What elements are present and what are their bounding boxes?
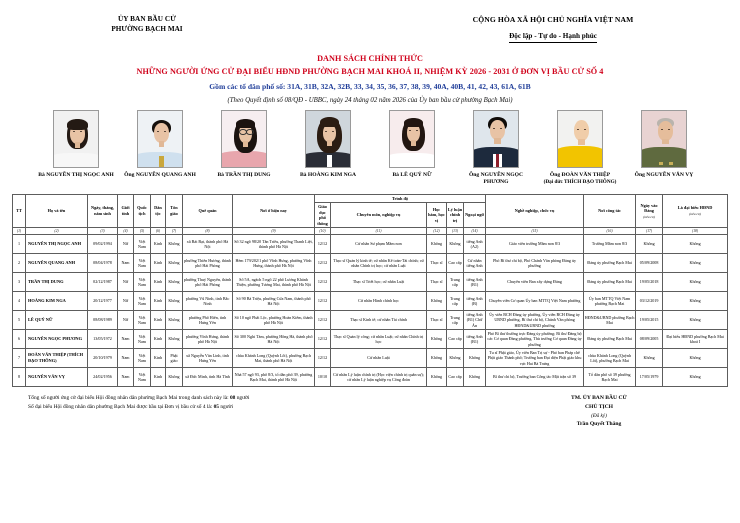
colnum: (1) [13,228,26,235]
cell-ethnicity: Kinh [151,253,166,272]
candidate-photo-2 [122,110,198,180]
cell-academic: Không [427,291,447,310]
column-number-row [13,228,728,235]
title-main-line-2: NHỮNG NGƯỜI ỨNG CỬ ĐẠI BIỂU HĐND PHƯỜNG BẠCH MAI KHOÁ II, NHIỆM KỲ 2026 - 2031 Ở ĐƠN VỊ BẦU CỬ SỐ 4 [136,66,604,76]
cell-dob: 20/12/1977 [88,291,118,310]
th-foreign-language: Ngoại ngữ [464,203,486,228]
cell-education: 12/12 [315,348,331,367]
cell-academic: Không [427,367,447,386]
cell-tt: 1 [13,234,26,253]
cell-nationality: Việt Nam [134,348,151,367]
cell-language: tiếng Anh (B1) [464,329,486,348]
th-party-date: Ngày vào Đảng (nếu có) [636,194,663,228]
cell-party_date: Không [636,348,663,367]
authority-line-1: ỦY BAN BẦU CỬ [117,15,177,23]
cell-dob: 02/12/1987 [88,272,118,291]
cell-politics: Cao cấp [447,253,464,272]
seats-line: Số đại biểu Hội đồng nhân dân phường Bạch Mai được bầu tại Đơn vị bầu cử số 4 là: 05 người [28,404,233,411]
th-full-name: Họ và tên [26,194,88,228]
cell-party_date: 05/09/2008 [636,253,663,272]
cell-language: tiếng Anh (A2) [464,234,486,253]
document-titles [12,53,728,104]
cell-nationality: Việt Nam [134,291,151,310]
table-row [13,253,728,272]
cell-workplace: Đảng ủy phường Bạch Mai [584,253,636,272]
cell-education: 12/12 [315,310,331,329]
cell-education: 12/12 [315,329,331,348]
cell-name: NGUYỄN THỊ NGỌC ANH [26,234,88,253]
national-motto: Độc lập - Tự do - Hạnh phúc [509,31,597,43]
cell-name: TRẦN THỊ DUNG [26,272,88,291]
cell-language: Không [464,367,486,386]
cell-workplace: Đảng ủy phường Bạch Mai [584,272,636,291]
cell-academic: Không [427,329,447,348]
candidate-photo-6 [458,110,534,187]
issuing-authority [22,14,272,35]
cell-religion: Không [166,253,183,272]
candidate-name: Ông NGUYỄN NGỌC PHƯƠNG [468,171,524,186]
colnum: (16) [584,228,636,235]
cell-dob: 13/05/1972 [88,329,118,348]
cell-residence: Nhà 57 ngõ 93, phố 8/3, tổ dân phố 39, phường Bạch Mai, thành phố Hà Nội [233,367,315,386]
portrait-photo [557,110,603,168]
signature-block [484,394,714,429]
th-workplace: Nơi công tác [584,194,636,228]
table-row [13,291,728,310]
cell-tt: 3 [13,272,26,291]
table-row [13,272,728,291]
cell-occupation: Ủy viên BCH Đảng ủy phường, Ủy viên BCH Đảng ủy UBND phường, Bí thư chi bộ, Chánh Văn phòng HĐND&UBND phường [486,310,584,329]
cell-name: HOÀNG KIM NGA [26,291,88,310]
table-row [13,329,728,348]
cell-education: 12/12 [315,291,331,310]
cell-ethnicity: Kinh [151,310,166,329]
cell-ethnicity: Kinh [151,272,166,291]
candidate-name: Ông NGUYỄN QUANG ANH [124,171,196,178]
cell-gender: Nam [118,329,134,348]
cell-hdnd: Không [663,234,728,253]
th-ethnicity: Dân tộc [151,194,166,228]
cell-ethnicity: Kinh [151,348,166,367]
th-education: Giáo dục phổ thông [315,203,331,228]
cell-hometown: phường Vĩnh Hưng, thành phố Hà Nội [183,329,233,348]
cell-religion: Không [166,310,183,329]
cell-gender: Nam [118,253,134,272]
document-header [12,14,728,43]
cell-occupation: Bí thư chi bộ, Trưởng ban Công tác Mặt trận số 39 [486,367,584,386]
cell-occupation: Phó Bí thư chi bộ, Phó Chánh Văn phòng Đảng ủy phường [486,253,584,272]
cell-language: Không [464,348,486,367]
th-political-theory: Lý luận chính trị [447,203,464,228]
th-hdnd-deputy: Là đại biểu HĐND (nếu có) [663,194,728,228]
candidate-name: Ông ĐOÀN VĂN THIỆP [549,171,611,178]
cell-religion: Phật giáo [166,348,183,367]
cell-name: NGUYỄN NGỌC PHƯƠNG [26,329,88,348]
th-group-qualification: Trình độ [315,194,486,203]
th-academic-title: Học hàm, học vị [427,203,447,228]
total-candidates-count: 08 [229,394,236,401]
colnum: (6) [151,228,166,235]
colnum: (10) [315,228,331,235]
cell-residence: Số 32 ngõ 98/20 Tân Triều, phường Thanh Liệt, thành phố Hà Nội [233,234,315,253]
cell-gender: Nam [118,367,134,386]
candidate-name: Bà TRẦN THỊ DUNG [217,171,271,178]
cell-nationality: Việt Nam [134,310,151,329]
colnum: (17) [636,228,663,235]
cell-politics: Trung cấp [447,291,464,310]
cell-residence: Số 90 Bà Triệu, phường Cửa Nam, thành phố Hà Nội [233,291,315,310]
cell-language: tiếng Anh (B1) Chữ Án [464,310,486,329]
colnum: (7) [166,228,183,235]
portrait-photo [389,110,435,168]
cell-hometown: phường Thiên Hương, thành phố Hải Phòng [183,253,233,272]
portrait-photo [137,110,183,168]
national-heading [388,14,718,43]
summary-counts [28,394,249,413]
cell-party_date: 17/05/1979 [636,367,663,386]
cell-party_date: Không [636,234,663,253]
cell-specialty: Cử nhân Hành chính học [331,291,427,310]
colnum: (8) [183,228,233,235]
candidate-photo-4 [290,110,366,180]
cell-specialty: Thạc sĩ Triết học; cử nhân Luật [331,272,427,291]
cell-politics: Không [447,348,464,367]
colnum: (9) [233,228,315,235]
colnum: (12) [427,228,447,235]
cell-tt: 8 [13,367,26,386]
cell-hometown: phường Vũ Ninh, tỉnh Bắc Ninh [183,291,233,310]
title-main-line-1: DANH SÁCH CHÍNH THỨC [317,54,423,64]
cell-occupation: Chuyên viên Ban xây dựng Đảng [486,272,584,291]
cell-ethnicity: Kinh [151,367,166,386]
cell-occupation: Chuyên viên Cơ quan Ủy ban MTTQ Việt Nam phường [486,291,584,310]
cell-dob: 08/08/1989 [88,310,118,329]
seats-count: 05 [213,404,219,411]
candidate-photo-8 [626,110,702,180]
candidate-photo-5 [374,110,450,180]
colnum: (15) [486,228,584,235]
cell-hometown: xã Nguyễn Văn Linh, tỉnh Hưng Yên [183,348,233,367]
table-row [13,234,728,253]
cell-academic: Không [427,348,447,367]
candidate-table [12,194,728,387]
signature-name: Trần Quyết Thắng [576,421,622,428]
cell-specialty: Cử nhân Luật [331,348,427,367]
cell-education: 12/12 [315,253,331,272]
cell-tt: 7 [13,348,26,367]
cell-gender: Nữ [118,291,134,310]
cell-hdnd: Không [663,291,728,310]
colnum: (11) [331,228,427,235]
th-specialty: Chuyên môn, nghiệp vụ [331,203,427,228]
cell-ethnicity: Kinh [151,291,166,310]
candidate-photo-1 [38,110,114,180]
cell-politics: Cao cấp [447,329,464,348]
cell-dob: 09/02/1994 [88,234,118,253]
candidate-dharma-name: (Đại đức THÍCH ĐẠO THÔNG) [543,179,617,186]
cell-hometown: phường Phố Hiến, tỉnh Hưng Yên [183,310,233,329]
cell-academic: Không [427,234,447,253]
cell-language: tiếng Anh (B1) [464,272,486,291]
cell-residence: Số 5A, ngách 5 ngõ 22 phố Lương Khánh Thiện, phường Tương Mai, thành phố Hà Nội [233,272,315,291]
candidate-table-body [13,234,728,386]
cell-politics: Trung cấp [447,272,464,291]
cell-hdnd: Không [663,310,728,329]
th-gender: Giới tính [118,194,134,228]
cell-academic: Thạc sĩ [427,253,447,272]
cell-politics: Trung cấp [447,310,464,329]
cell-occupation: Phó Bí thư thường trực Đảng ủy phường; Bí thư Đảng bộ các Cơ quan Đảng phường, Thủ trưởng Cơ quan Đảng ủy phường [487,331,582,347]
cell-workplace: HĐND&UBND phường Bạch Mai [584,310,636,329]
cell-dob: 08/04/1978 [88,253,118,272]
candidate-name: Bà NGUYỄN THỊ NGỌC ANH [38,171,114,178]
cell-party_date: 19/05/2018 [636,272,663,291]
cell-education: 12/12 [315,234,331,253]
cell-gender: Nữ [118,234,134,253]
cell-name: NGUYỄN QUANG ANH [26,253,88,272]
document-footer [12,394,728,429]
portrait-photo [305,110,351,168]
cell-nationality: Việt Nam [134,329,151,348]
cell-hdnd: Không [663,367,728,386]
cell-dob: 24/02/1956 [88,367,118,386]
cell-language: tiếng Anh (B) [464,291,486,310]
cell-religion: Không [166,234,183,253]
cell-ethnicity: Kinh [151,329,166,348]
cell-education: 10/10 [315,367,331,386]
th-nationality: Quốc tịch [134,194,151,228]
cell-nationality: Việt Nam [134,253,151,272]
cell-politics: Không [447,234,464,253]
cell-nationality: Việt Nam [134,272,151,291]
cell-nationality: Việt Nam [134,234,151,253]
th-occupation: Nghề nghiệp, chức vụ [486,194,584,228]
total-candidates-line: Tổng số người ứng cử đại biểu Hội đồng nhân dân phường Bạch Mai trong danh sách này là: 08 người [28,394,250,401]
cell-gender: Nam [118,348,134,367]
cell-gender: Nữ [118,310,134,329]
cell-specialty: Cử nhân Sư phạm Mầm non [331,234,427,253]
th-dob: Ngày, tháng, năm sinh [88,194,118,228]
cell-residence: Hẻm 179/202/1 phố Vĩnh Hưng, phường Vĩnh Hưng, thành phố Hà Nội [233,253,315,272]
cell-politics: Cao cấp [447,367,464,386]
cell-tt: 2 [13,253,26,272]
cell-hdnd: Đại biểu HĐND phường Bạch Mai khoá I [663,329,728,348]
cell-religion: Không [166,367,183,386]
candidate-photo-strip [12,110,728,187]
colnum: (3) [88,228,118,235]
cell-hometown: xã Bát Bạt, thành phố Hà Nội [183,234,233,253]
cell-specialty: Thạc sĩ Quản lý kinh tế; cử nhân Kế toán-Tài chính; cử nhân Chính trị học; cử nhân Luật [331,253,427,272]
cell-name: NGUYỄN VĂN VỴ [26,367,88,386]
authority-line-2: PHƯỜNG BẠCH MAI [111,25,183,34]
portrait-photo [53,110,99,168]
cell-specialty: Thạc sĩ Quản lý công; cử nhân Luật; cử nhân Chính trị học [331,329,427,348]
cell-party_date: 03/12/2019 [636,291,663,310]
signature-signed-note: (Đã ký) [591,412,607,419]
cell-residence: Số 300 Nghi Tàm, phường Hồng Hà, thành phố Hà Nội [233,329,315,348]
cell-hometown: xã Đức Minh, tỉnh Hà Tĩnh [183,367,233,386]
table-row [13,367,728,386]
cell-party_date: 19/05/2015 [636,310,663,329]
candidate-name: Bà LÊ QUÝ NỮ [392,171,432,178]
cell-religion: Không [166,272,183,291]
cell-tt: 6 [13,329,26,348]
cell-occupation: Giáo viên trường Mầm non 8/3 [486,234,584,253]
cell-workplace: Ủy ban MTTQ Việt Nam phường Bạch Mai [584,291,636,310]
cell-religion: Không [166,329,183,348]
cell-party_date: 08/09/2005 [636,329,663,348]
cell-gender: Nữ [118,272,134,291]
cell-workplace: chùa Khánh Long (Quỳnh Lôi), phường Bạch Mai [584,348,636,367]
table-row [13,348,728,367]
th-hometown: Quê quán [183,194,233,228]
portrait-photo [641,110,687,168]
cell-workplace: Đảng ủy phường Bạch Mai [584,329,636,348]
cell-workplace: Trường Mầm non 8/3 [584,234,636,253]
cell-specialty: Cử nhân Lý luận chính trị (Học viện chính trị quân sự); cử nhân Lý luận nghiệp vụ Công đoàn [331,367,427,386]
colnum: (2) [26,228,88,235]
signature-authority: TM. ỦY BAN BẦU CỬ [571,394,627,401]
cell-workplace: Tổ dân phố số 39 phường Bạch Mai [584,367,636,386]
cell-tt: 5 [13,310,26,329]
cell-hdnd: Không [663,272,728,291]
cell-academic: Thạc sĩ [427,272,447,291]
th-religion: Tôn giáo [166,194,183,228]
candidate-name: Bà HOÀNG KIM NGA [299,171,357,178]
cell-language: Cử nhân tiếng Anh [464,253,486,272]
colnum: (5) [134,228,151,235]
cell-tt: 4 [13,291,26,310]
cell-specialty: Thạc sĩ Kinh tế; cử nhân Tài chính [331,310,427,329]
table-row [13,310,728,329]
cell-hdnd: Không [663,348,728,367]
th-residence: Nơi ở hiện nay [233,194,315,228]
candidate-name: Ông NGUYỄN VĂN VỴ [634,171,694,178]
country-name: CỘNG HÒA XÃ HỘI CHỦ NGHĨA VIỆT NAM [472,15,634,24]
candidate-photo-7 [542,110,618,186]
cell-hdnd: Không [663,253,728,272]
cell-dob: 20/10/1979 [88,348,118,367]
title-decision-reference: (Theo Quyết định số 08/QĐ - UBBC, ngày 24 tháng 02 năm 2026 của Ủy ban bầu cử phường Bạch Mai) [227,96,513,104]
colnum: (4) [118,228,134,235]
title-subunits: Gồm các tổ dân phố số: 31A, 31B, 32A, 32B, 33, 34, 35, 36, 37, 38, 39, 40A, 40B, 41, 42, 43, 61A, 61B [209,82,531,92]
portrait-photo [473,110,519,168]
cell-occupation: Tu sĩ Phật giáo, Ủy viên Ban Trị sự - Phó ban Pháp chế Phật giáo Thành phố; Trưởng ban Đại diện Phật giáo khu vực Hai Bà Trưng [486,348,584,367]
cell-religion: Không [166,291,183,310]
portrait-photo [221,110,267,168]
colnum: (18) [663,228,728,235]
cell-nationality: Việt Nam [134,367,151,386]
cell-hometown: phường Thuỷ Nguyên, thành phố Hải Phòng [183,272,233,291]
cell-education: 12/12 [315,272,331,291]
signature-role: CHỦ TỊCH [584,403,614,410]
cell-name: ĐOÀN VĂN THIỆP (THÍCH ĐẠO THÔNG) [26,348,88,367]
cell-residence: Số 10 ngõ Phất Lộc, phường Hoàn Kiếm, thành phố Hà Nội [233,310,315,329]
colnum: (13) [447,228,464,235]
colnum: (14) [464,228,486,235]
cell-ethnicity: Kinh [151,234,166,253]
candidate-photo-3 [206,110,282,180]
cell-academic: Thạc sĩ [427,310,447,329]
cell-residence: chùa Khánh Long (Quỳnh Lôi), phường Bạch Mai, thành phố Hà Nội [233,348,315,367]
th-tt: TT [13,194,26,228]
cell-name: LÊ QUÝ NỮ [26,310,88,329]
